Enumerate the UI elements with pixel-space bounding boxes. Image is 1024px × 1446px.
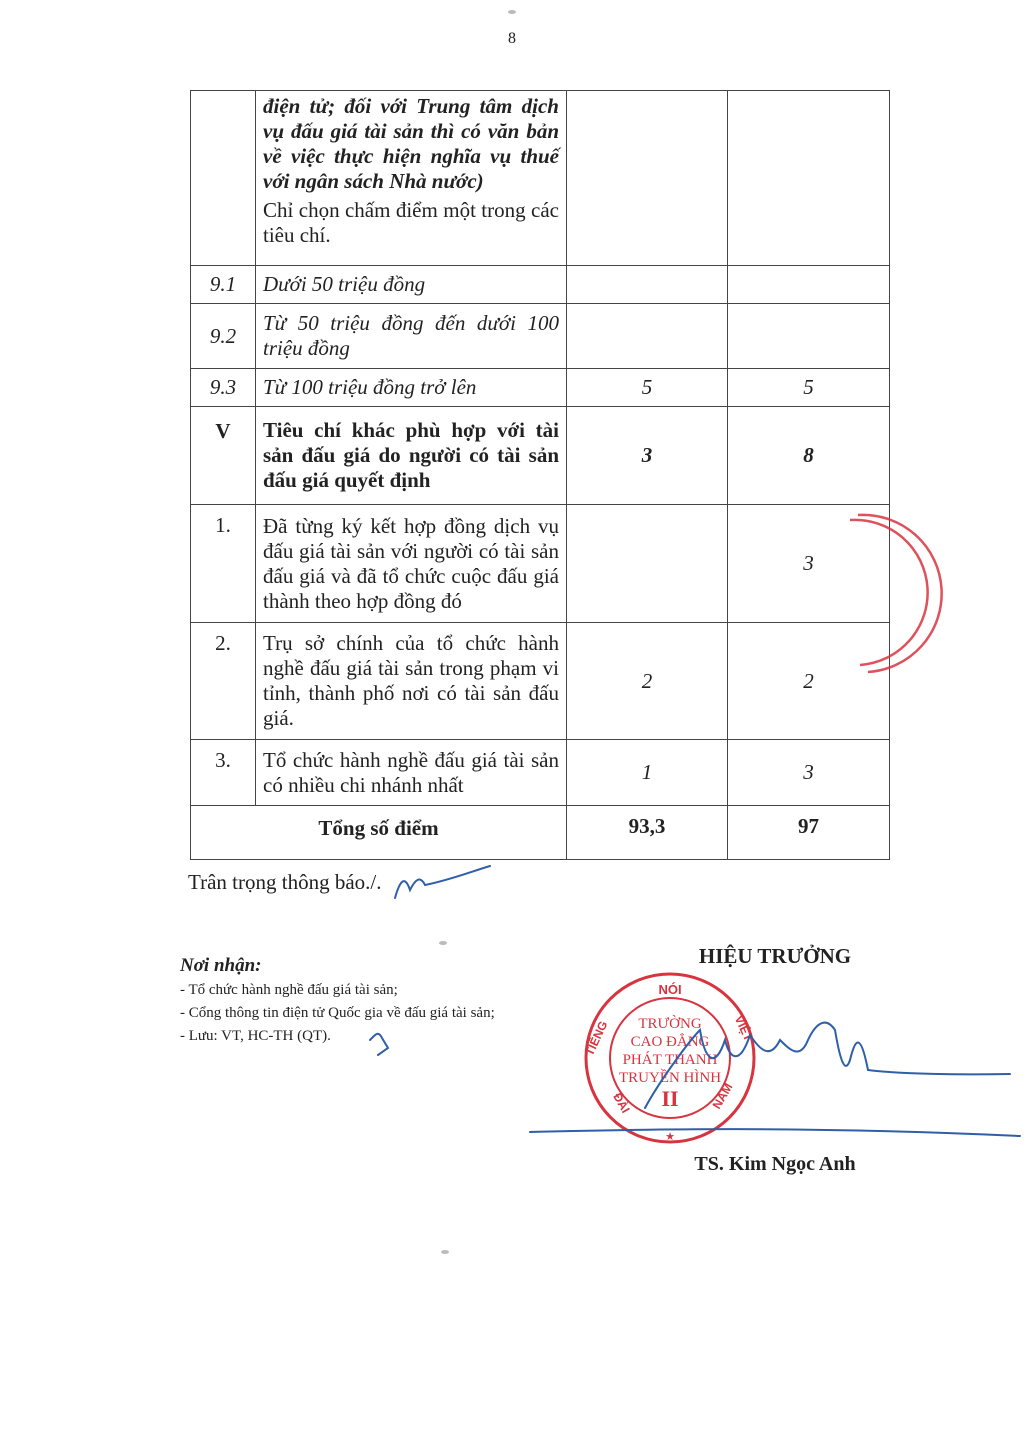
score-1: [567, 505, 728, 623]
table-row: [191, 266, 890, 304]
criterion-cell: [256, 91, 567, 266]
score-2: [728, 266, 890, 304]
score-1: 2: [567, 623, 728, 740]
scan-mark-icon: [508, 10, 516, 14]
criterion-note: Chỉ chọn chấm điểm một trong các tiêu chí.: [263, 198, 559, 247]
table-row: [191, 369, 890, 407]
svg-text:PHÁT THANH: PHÁT THANH: [622, 1052, 718, 1068]
score-2: 3: [728, 505, 890, 623]
table-row: [191, 407, 890, 505]
score-2: [728, 91, 890, 266]
table-row: [191, 505, 890, 623]
scan-mark-icon: [439, 941, 447, 945]
table-row: [191, 740, 890, 806]
row-number: 9.3: [191, 369, 256, 407]
criterion-text: Tổ chức hành nghề đấu giá tài sản có nhiều chi nhánh nhất: [256, 740, 567, 806]
recipient-item: - Tổ chức hành nghề đấu giá tài sản;: [180, 982, 398, 998]
svg-text:NAM: NAM: [709, 1080, 736, 1112]
svg-text:CAO ĐẲNG: CAO ĐẲNG: [630, 1034, 710, 1050]
criterion-text: Trụ sở chính của tổ chức hành nghề đấu giá tài sản trong phạm vi tỉnh, thành phố nơi có tài sản đấu giá.: [256, 623, 567, 740]
row-number: 3.: [191, 740, 256, 806]
signer-role: HIỆU TRƯỞNG: [698, 944, 852, 968]
score-table: [190, 90, 890, 860]
criterion-text: Tiêu chí khác phù hợp với tài sản đấu giá do người có tài sản đấu giá quyết định: [256, 407, 567, 505]
score-2: 5: [728, 369, 890, 407]
row-number: 9.2: [191, 304, 256, 369]
recipients-title: Nơi nhận:: [180, 955, 262, 976]
recipient-item: - Lưu: VT, HC-TH (QT).: [180, 1028, 331, 1044]
svg-text:TIẾNG: TIẾNG: [582, 1018, 611, 1058]
score-1: 3: [567, 407, 728, 505]
criterion-text: Đã từng ký kết hợp đồng dịch vụ đấu giá tài sản với người có tài sản đấu giá và đã tổ chức cuộc đấu giá thành theo hợp đồng đó: [256, 505, 567, 623]
criterion-text: điện tử; đối với Trung tâm dịch vụ đấu giá tài sản thì có văn bản về việc thực hiện nghĩa vụ thuế với ngân sách Nhà nước): [263, 94, 559, 193]
svg-text:ĐÀI: ĐÀI: [610, 1090, 633, 1116]
score-2: 3: [728, 740, 890, 806]
total-score-2: 97: [728, 806, 890, 860]
svg-text:NÓI: NÓI: [658, 982, 682, 997]
row-number: V: [191, 407, 256, 505]
row-number: 1.: [191, 505, 256, 623]
page-number: 8: [508, 30, 516, 47]
criterion-text: Dưới 50 triệu đồng: [256, 266, 567, 304]
total-label: Tổng số điểm: [191, 806, 567, 860]
svg-text:TRUYỀN HÌNH: TRUYỀN HÌNH: [618, 1070, 722, 1086]
score-2: 8: [728, 407, 890, 505]
row-number: 9.1: [191, 266, 256, 304]
table-row: [191, 304, 890, 369]
scan-mark-icon: [441, 1250, 449, 1254]
score-1: 1: [567, 740, 728, 806]
criterion-text: Từ 50 triệu đồng đến dưới 100 triệu đồng: [256, 304, 567, 369]
signature-block: [640, 944, 910, 969]
svg-text:II: II: [661, 1086, 679, 1111]
row-number: [191, 91, 256, 266]
score-2: [728, 304, 890, 369]
score-1: [567, 304, 728, 369]
svg-text:TRƯỜNG: TRƯỜNG: [638, 1016, 702, 1032]
table-row: [191, 91, 890, 266]
table-row: [191, 623, 890, 740]
score-1: [567, 266, 728, 304]
criterion-text: Từ 100 triệu đồng trở lên: [256, 369, 567, 407]
score-1: 5: [567, 369, 728, 407]
total-score-1: 93,3: [567, 806, 728, 860]
recipient-item: - Cổng thông tin điện tử Quốc gia về đấu giá tài sản;: [180, 1005, 495, 1021]
signer-name: TS. Kim Ngọc Anh: [694, 1153, 856, 1175]
svg-text:VIỆT: VIỆT: [731, 1013, 756, 1044]
row-number: 2.: [191, 623, 256, 740]
closing-text: Trân trọng thông báo./.: [188, 870, 382, 894]
total-row: [191, 806, 890, 860]
recipients-block: [180, 955, 495, 1048]
score-1: [567, 91, 728, 266]
official-stamp-icon: [581, 974, 756, 1143]
score-2: 2: [728, 623, 890, 740]
svg-text:★: ★: [665, 1131, 675, 1143]
